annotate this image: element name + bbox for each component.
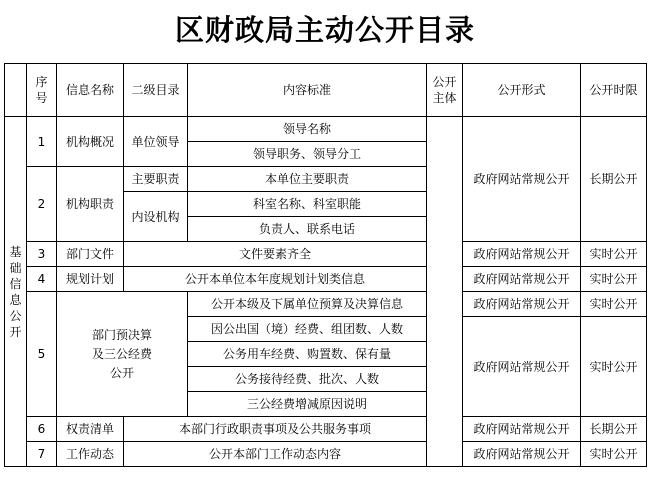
info-name-cell: 机构职责 <box>57 167 124 242</box>
seq-cell: 6 <box>27 417 57 442</box>
info-name-cell: 权责清单 <box>57 417 124 442</box>
seq-cell: 5 <box>27 292 57 417</box>
seq-cell: 4 <box>27 267 57 292</box>
info-name-cell: 工作动态 <box>57 442 124 467</box>
content-cell: 科室名称、科室职能 <box>188 192 427 217</box>
seq-cell: 1 <box>27 117 57 167</box>
content-cell: 公开本单位本年度规划计划类信息 <box>124 267 427 292</box>
header-row <box>5 64 647 117</box>
second-dir-cell: 内设机构 <box>124 192 188 242</box>
header-second-dir: 二级目录 <box>124 64 188 117</box>
table-row <box>5 242 647 267</box>
category-cell <box>5 117 27 467</box>
content-cell: 本部门行政职责事项及公共服务事项 <box>124 417 427 442</box>
table-row <box>5 267 647 292</box>
seq-cell: 7 <box>27 442 57 467</box>
form-cell: 政府网站常规公开 <box>463 267 581 292</box>
budget-name-label: 部门预决算及三公经费公开 <box>92 327 153 380</box>
period-cell: 实时公开 <box>581 317 647 417</box>
header-subject-label: 公开主体 <box>432 75 457 105</box>
table-row <box>5 292 647 317</box>
form-cell: 政府网站常规公开 <box>463 117 581 242</box>
content-cell: 本单位主要职责 <box>188 167 427 192</box>
second-dir-cell: 单位领导 <box>124 117 188 167</box>
period-cell: 实时公开 <box>581 442 647 467</box>
header-content: 内容标准 <box>188 64 427 117</box>
form-cell: 政府网站常规公开 <box>463 292 581 317</box>
period-cell: 实时公开 <box>581 292 647 317</box>
header-period: 公开时限 <box>581 64 647 117</box>
table-row <box>5 442 647 467</box>
content-cell: 公务接待经费、批次、人数 <box>188 367 427 392</box>
header-seq-label: 序号 <box>35 75 48 105</box>
content-cell: 公开本级及下属单位预算及决算信息 <box>188 292 427 317</box>
form-cell: 政府网站常规公开 <box>463 442 581 467</box>
subject-cell <box>427 117 463 467</box>
content-cell: 公务用车经费、购置数、保有量 <box>188 342 427 367</box>
period-cell: 长期公开 <box>581 417 647 442</box>
table-row <box>5 417 647 442</box>
content-cell: 因公出国（境）经费、组团数、人数 <box>188 317 427 342</box>
seq-cell: 2 <box>27 167 57 242</box>
content-cell: 领导职务、领导分工 <box>188 142 427 167</box>
info-name-cell <box>57 292 188 417</box>
content-cell: 负责人、联系电话 <box>188 217 427 242</box>
second-dir-cell: 主要职责 <box>124 167 188 192</box>
form-cell: 政府网站常规公开 <box>463 317 581 417</box>
header-seq <box>27 64 57 117</box>
form-cell: 政府网站常规公开 <box>463 242 581 267</box>
info-name-cell: 规划计划 <box>57 267 124 292</box>
header-form: 公开形式 <box>463 64 581 117</box>
form-cell: 政府网站常规公开 <box>463 417 581 442</box>
period-cell: 实时公开 <box>581 267 647 292</box>
period-cell: 长期公开 <box>581 117 647 242</box>
seq-cell: 3 <box>27 242 57 267</box>
content-cell: 三公经费增减原因说明 <box>188 392 427 417</box>
content-cell: 公开本部门工作动态内容 <box>124 442 427 467</box>
content-cell: 文件要素齐全 <box>124 242 427 267</box>
header-blank <box>5 64 27 117</box>
page-title: 区财政局主动公开目录 <box>174 13 475 47</box>
table-row <box>5 117 647 142</box>
period-cell: 实时公开 <box>581 242 647 267</box>
content-cell: 领导名称 <box>188 117 427 142</box>
disclosure-catalog-table <box>4 63 647 467</box>
info-name-cell: 机构概况 <box>57 117 124 167</box>
header-info-name: 信息名称 <box>57 64 124 117</box>
category-label: 基础信息公开 <box>9 244 22 339</box>
info-name-cell: 部门文件 <box>57 242 124 267</box>
header-subject <box>427 64 463 117</box>
